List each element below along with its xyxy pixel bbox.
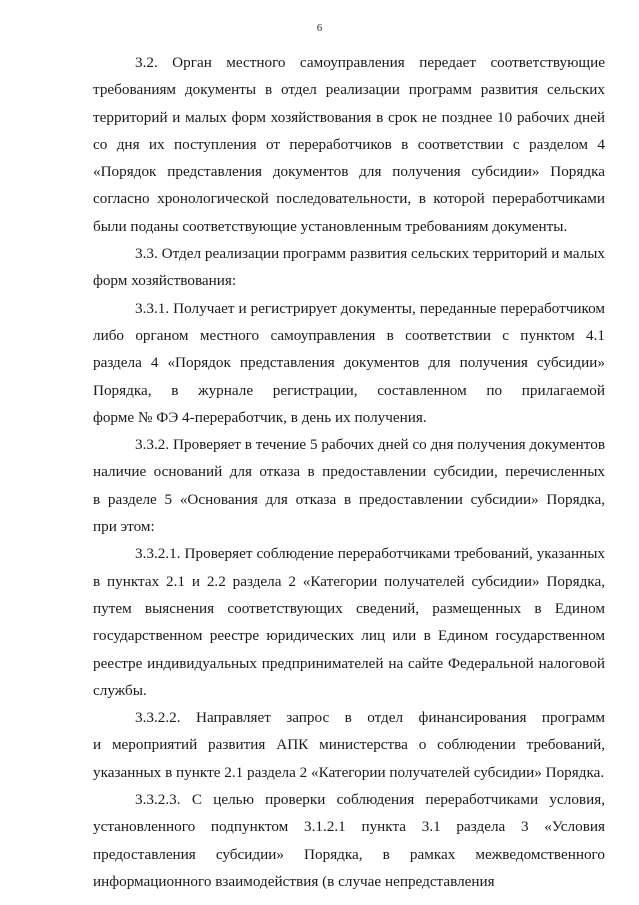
paragraph-line: раздела 4 «Порядок представления документов для получения субсидии» <box>93 354 605 372</box>
paragraph-line: 3.3.2.3. С целью проверки соблюдения переработчиками условия, <box>135 791 605 809</box>
paragraph-line: службы. <box>93 681 147 699</box>
paragraph-line: 3.2. Орган местного самоуправления передает соответствующие <box>135 54 605 71</box>
paragraph-line: при этом: <box>93 518 155 536</box>
paragraph-p3-3-2-3 <box>93 786 605 895</box>
paragraph-line: 3.3.2.1. Проверяет соблюдение переработчиками требований, указанных <box>135 545 605 563</box>
paragraph-line: информационного взаимодействия (в случае непредставления <box>93 872 495 890</box>
paragraph-line: 3.3. Отдел реализации программ развития сельских территорий и малых <box>135 245 605 263</box>
paragraph-line: установленного подпунктом 3.1.2.1 пункта 3.1 раздела 3 «Условия <box>93 818 605 836</box>
paragraph-line: наличие оснований для отказа в предоставлении субсидии, перечисленных <box>93 463 605 481</box>
paragraph-line: указанных в пункте 2.1 раздела 2 «Категории получателей субсидии» Порядка. <box>93 763 605 781</box>
paragraph-line: в пунктах 2.1 и 2.2 раздела 2 «Категории получателей субсидии» Порядка, <box>93 572 605 590</box>
paragraph-line: 3.3.1. Получает и регистрирует документы, переданные переработчиком <box>135 299 605 317</box>
paragraph-line: путем выяснения соответствующих сведений, размещенных в Едином <box>93 599 605 617</box>
paragraph-line: 3.3.2. Проверяет в течение 5 рабочих дней со дня получения документов <box>135 436 605 454</box>
paragraph-p3-3 <box>93 240 605 295</box>
paragraph-line: «Порядок представления документов для получения субсидии» Порядка <box>93 163 605 181</box>
paragraph-line: со дня их поступления от переработчиков в соответствии с разделом 4 <box>93 135 605 153</box>
paragraph-line: предоставления субсидии» Порядка, в рамках межведомственного <box>93 845 605 863</box>
paragraph-line: согласно хронологической последовательности, в которой переработчиками <box>93 190 605 208</box>
paragraph-line: требованиям документы в отдел реализации программ развития сельских <box>93 81 605 99</box>
paragraph-p3-2 <box>93 49 605 240</box>
paragraph-p3-3-2-1 <box>93 540 605 704</box>
paragraph-line: в разделе 5 «Основания для отказа в предоставлении субсидии» Порядка, <box>93 490 605 508</box>
paragraph-line: 3.3.2.2. Направляет запрос в отдел финансирования программ <box>135 709 605 727</box>
page-number: 6 <box>316 22 323 34</box>
paragraph-line: территорий и малых форм хозяйствования в срок не позднее 10 рабочих дней <box>93 108 605 126</box>
paragraph-line: Порядка, в журнале регистрации, составленном по прилагаемой <box>93 381 605 399</box>
paragraph-p3-3-2-2 <box>93 704 605 786</box>
paragraph-line: были поданы соответствующие установленным требованиям документы. <box>93 217 568 235</box>
paragraph-line: реестре индивидуальных предпринимателей на сайте Федеральной налоговой <box>93 654 605 672</box>
document-body <box>93 49 605 895</box>
paragraph-line: государственном реестре юридических лиц или в Едином государственном <box>93 627 605 645</box>
paragraph-p3-3-1 <box>93 295 605 431</box>
paragraph-line: форме № ФЭ 4-переработчик, в день их получения. <box>93 408 427 426</box>
paragraph-p3-3-2 <box>93 431 605 540</box>
paragraph-line: и мероприятий развития АПК министерства о соблюдении требований, <box>93 736 605 754</box>
paragraph-line: либо органом местного самоуправления в соответствии с пунктом 4.1 <box>93 326 605 344</box>
paragraph-line: форм хозяйствования: <box>93 272 237 290</box>
